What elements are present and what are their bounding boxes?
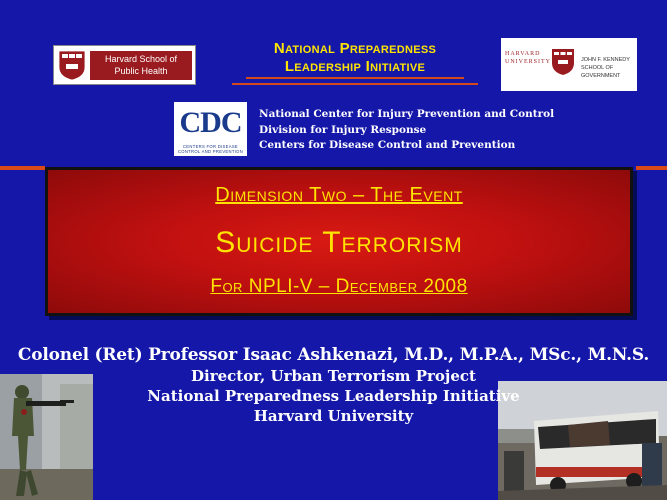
cdc-logo — [174, 102, 247, 156]
presenter-block — [0, 344, 667, 426]
cdc-line-2: Division for Injury Response — [259, 123, 427, 136]
harvard-veritas-shield-icon — [58, 50, 86, 81]
harvard-veritas-shield-icon — [551, 48, 575, 76]
title-line1: National Preparedness — [273, 40, 437, 57]
event-box — [45, 167, 633, 316]
title-line2: Leadership Initiative — [284, 58, 426, 75]
npli-title — [215, 40, 495, 76]
program-heading: For NPLI-V – December 2008 — [210, 276, 468, 297]
title-underline-lower — [232, 83, 478, 85]
accent-bar-left — [0, 166, 45, 170]
ksg-university: HARVARD UNIVERSITY — [505, 51, 551, 65]
presenter-line-3: Harvard University — [253, 407, 414, 425]
cdc-line-3: Centers for Disease Control and Prevention — [259, 139, 516, 151]
topic-heading: Suicide Terrorism — [215, 226, 463, 259]
ksg-school: JOHN F. KENNEDY SCHOOL OF GOVERNMENT — [581, 57, 630, 79]
cdc-affiliation — [259, 107, 554, 154]
cdc-logo-subtitle: CENTERS FOR DISEASE CONTROL AND PREVENTION — [177, 144, 244, 154]
presenter-name: Colonel (Ret) Professor Isaac Ashkenazi, M.D., M.P.A., MSc., M.N.S. — [17, 345, 650, 365]
cdc-line-1: National Center for Injury Prevention and Control — [259, 108, 555, 120]
cdc-logo-text: CDC — [179, 106, 242, 139]
dimension-heading: Dimension Two – The Event — [215, 184, 463, 206]
hsph-line2: Public Health — [114, 66, 168, 76]
harvard-sph-logo — [53, 45, 196, 85]
presenter-line-2: National Preparedness Leadership Initiative — [147, 387, 520, 405]
harvard-ksg-logo — [501, 38, 637, 91]
title-underline — [246, 77, 464, 79]
accent-bar-right — [636, 166, 667, 170]
hsph-line1: Harvard School of — [104, 54, 178, 64]
presenter-line-1: Director, Urban Terrorism Project — [191, 367, 476, 385]
